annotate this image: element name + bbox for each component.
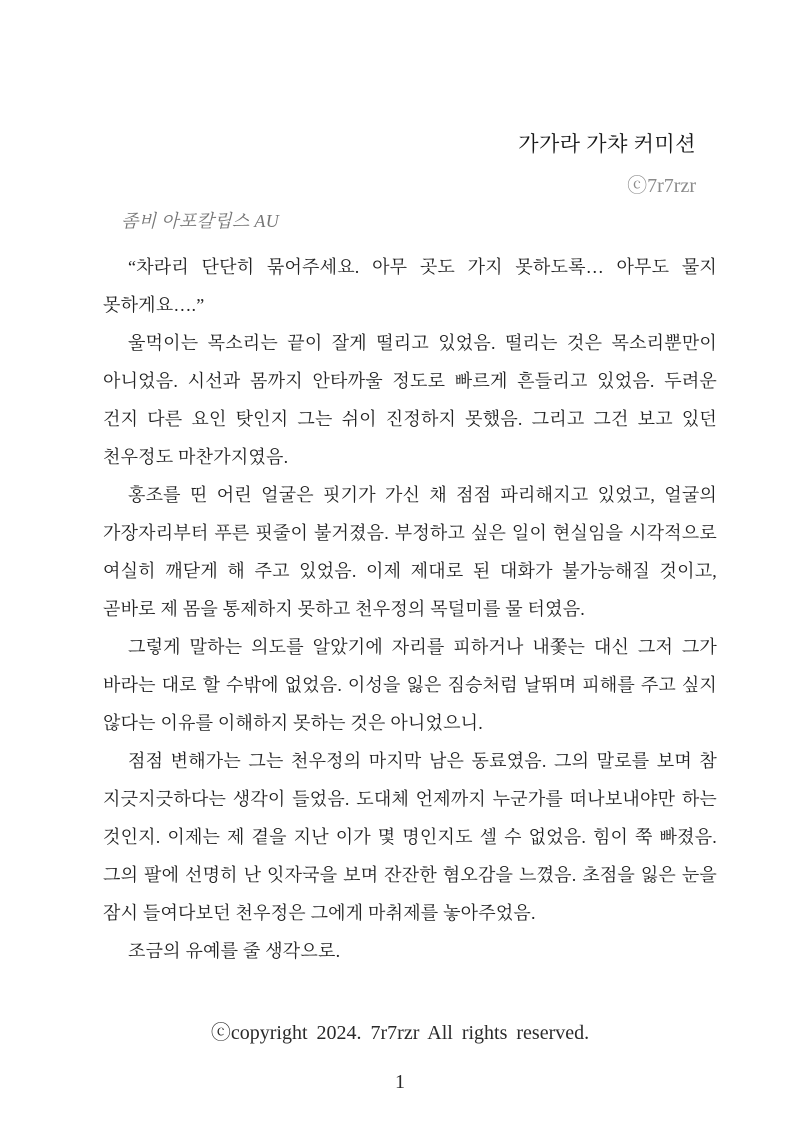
body-paragraph: “차라리 단단히 묶어주세요. 아무 곳도 가지 못하도록… 아무도 물지 못하게요….” <box>103 257 717 315</box>
document-title: 가가라 가챠 커미션 <box>518 132 696 156</box>
au-tag-subtitle: 좀비 아포칼립스 AU <box>121 211 280 231</box>
body-text <box>103 248 717 970</box>
copyright-notice: ⓒcopyright 2024. 7r7rzr All rights reserved. <box>210 1022 590 1044</box>
body-paragraph: 울먹이는 목소리는 끝이 잘게 떨리고 있었음. 떨리는 것은 목소리뿐만이 아니었음. 시선과 몸까지 안타까울 정도로 빠르게 흔들리고 있었음. 두려운 건지 다른 요인 탓인지 그는 쉬이 진정하지 못했음. 그리고 그건 보고 있던 천우정도 마찬가지였음. <box>103 333 717 467</box>
page-number: 1 <box>395 1071 405 1093</box>
body-paragraph: 그렇게 말하는 의도를 알았기에 자리를 피하거나 내쫓는 대신 그저 그가 바라는 대로 할 수밖에 없었음. 이성을 잃은 짐승처럼 날뛰며 피해를 주고 싶지 않다는 이유를 이해하지 못하는 것은 아니었으니. <box>103 637 717 733</box>
body-paragraph: 점점 변해가는 그는 천우정의 마지막 남은 동료였음. 그의 말로를 보며 참 지긋지긋하다는 생각이 들었음. 도대체 언제까지 누군가를 떠나보내야만 하는 것인지. 이제는 제 곁을 지난 이가 몇 명인지도 셀 수 없었음. 힘이 쭉 빠졌음. 그의 팔에 선명히 난 잇자국을 보며 잔잔한 혐오감을 느꼈음. 초점을 잃은 눈을 잠시 들여다보던 천우정은 그에게 마취제를 놓아주었음. <box>103 751 717 923</box>
author-credit: ⓒ7r7rzr <box>627 175 696 197</box>
body-paragraph: 조금의 유예를 줄 생각으로. <box>128 941 341 961</box>
body-paragraph: 홍조를 띤 어린 얼굴은 핏기가 가신 채 점점 파리해지고 있었고, 얼굴의 가장자리부터 푸른 핏줄이 불거졌음. 부정하고 싶은 일이 현실임을 시각적으로 여실히 깨닫게 해 주고 있었음. 이제 제대로 된 대화가 불가능해질 것이고, 곧바로 제 몸을 통제하지 못하고 천우정의 목덜미를 물 터였음. <box>103 485 717 619</box>
